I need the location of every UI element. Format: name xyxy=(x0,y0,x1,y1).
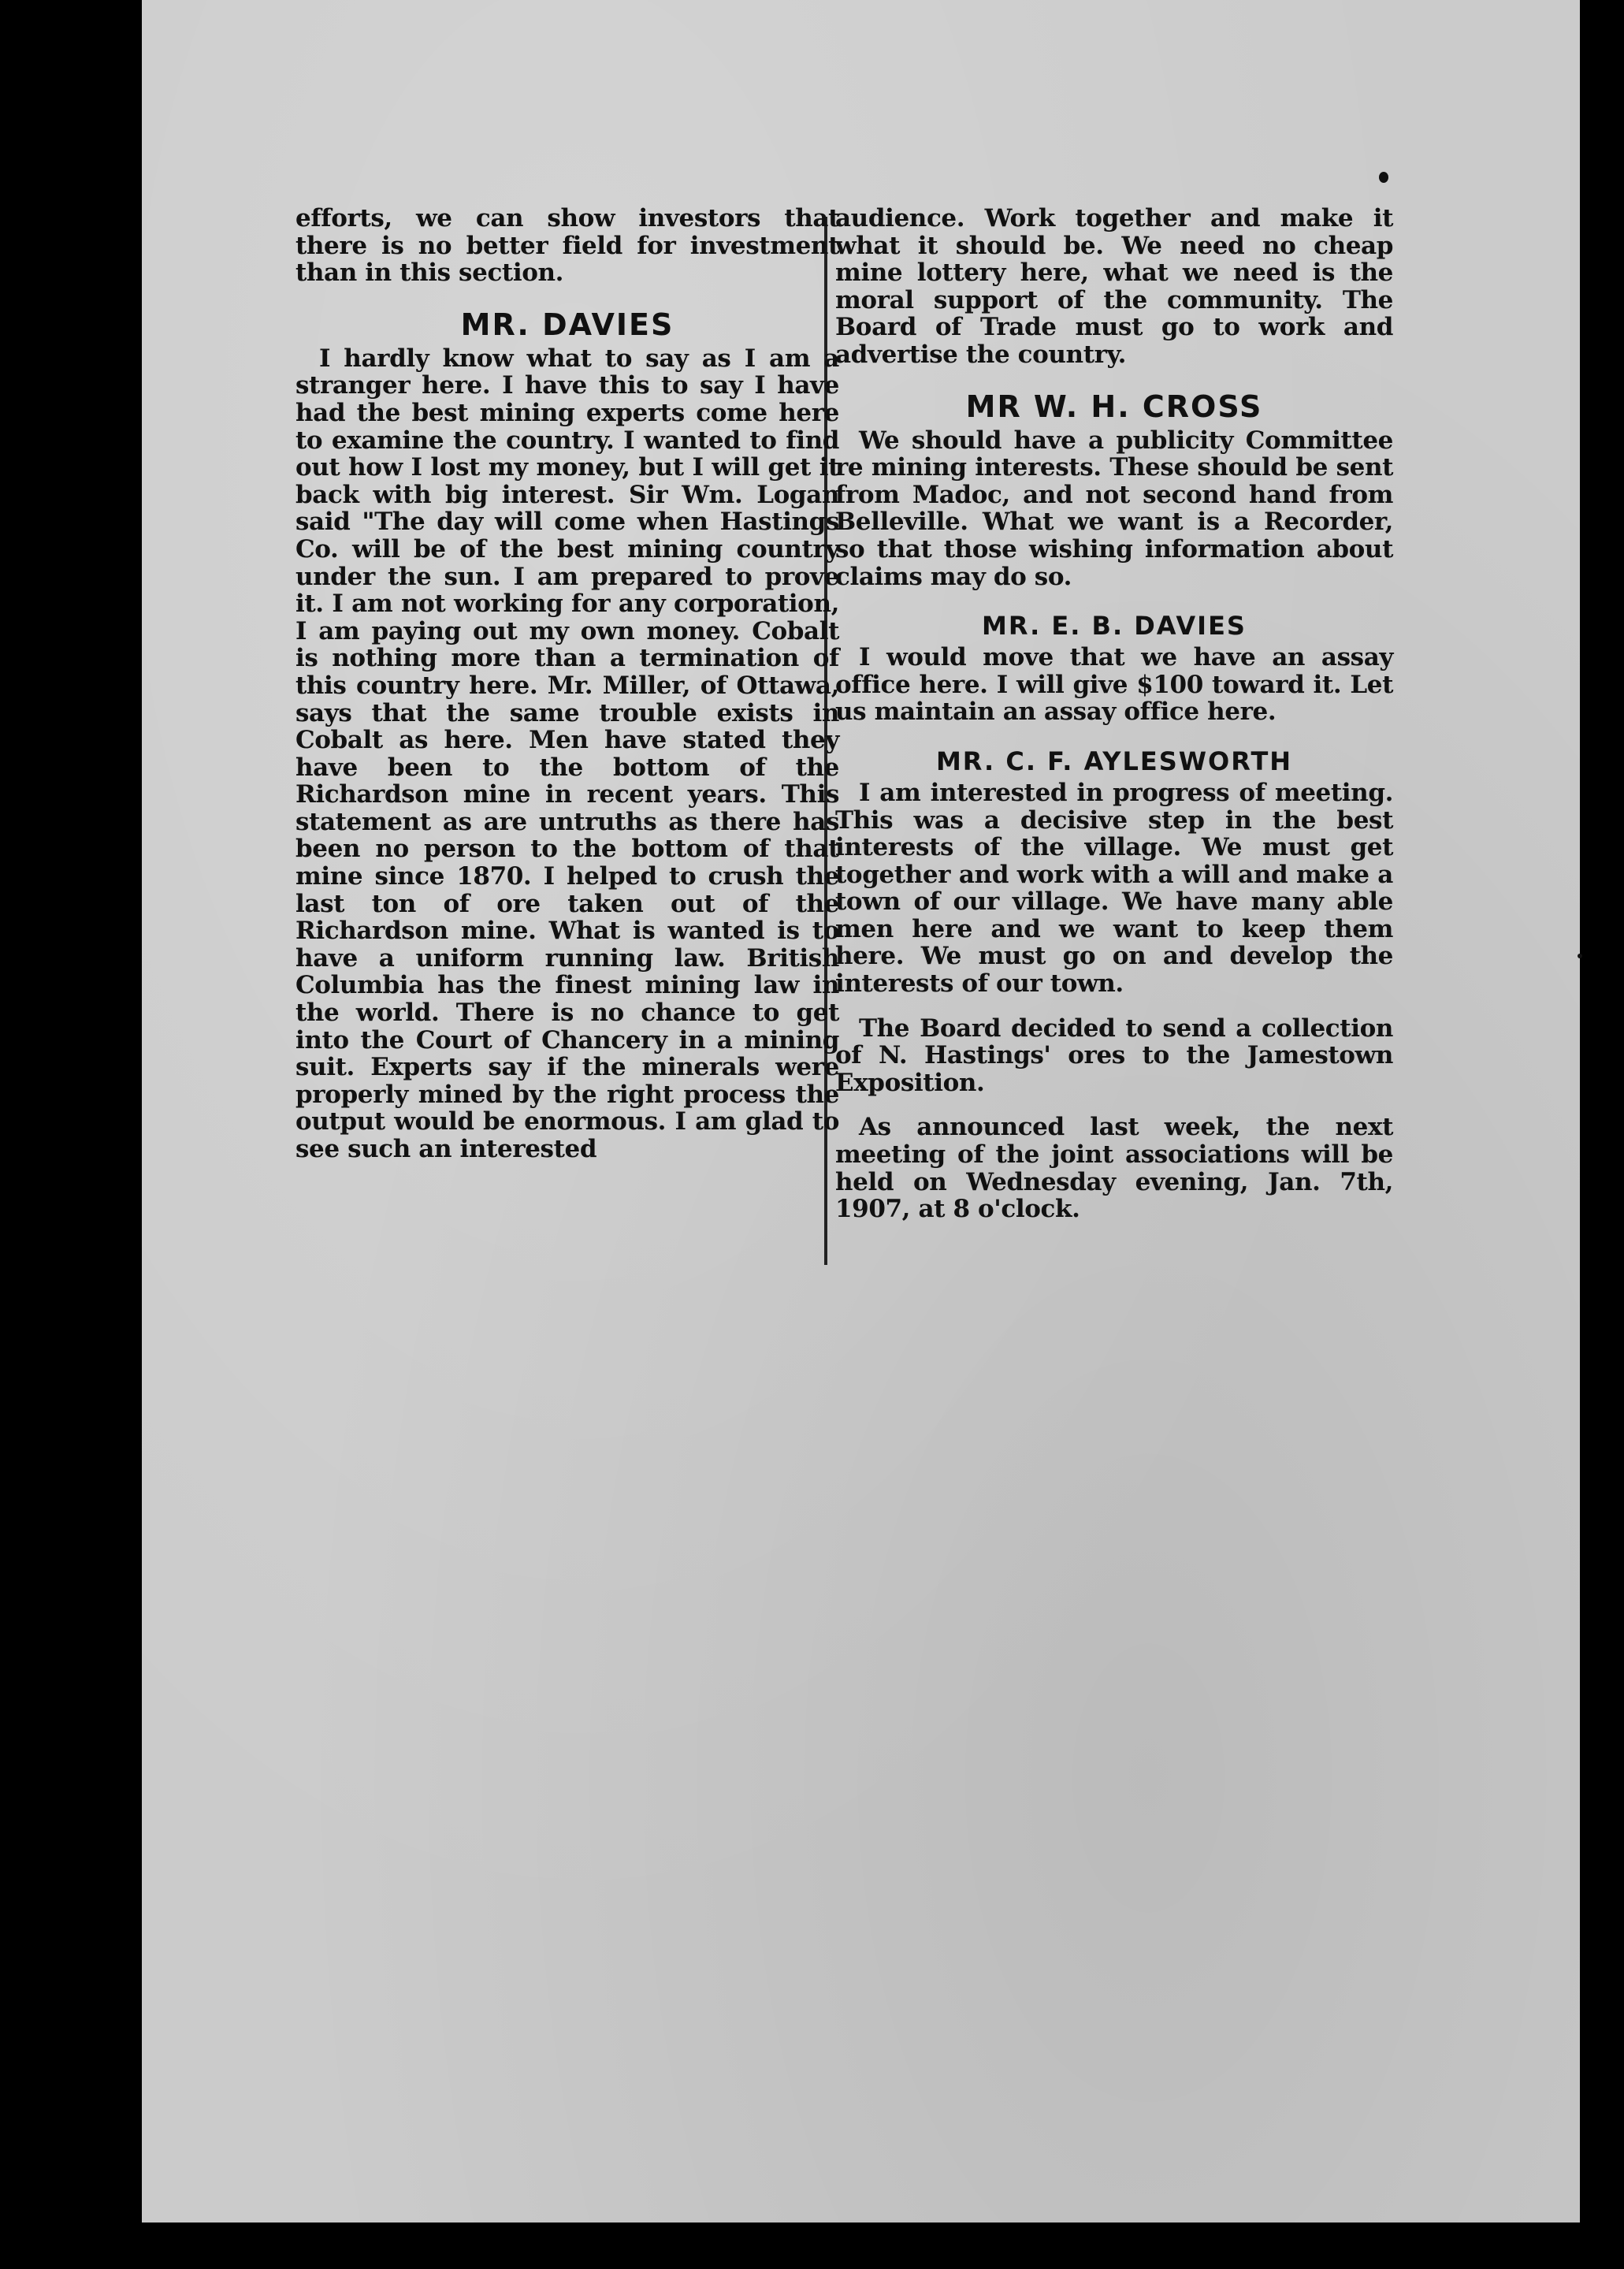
carryover-paragraph-right: audience. Work together and make it what it should be. We need no cheap mine lottery here, what we need is the moral support of the community. The Board of Trade must go to work and advertise the country. xyxy=(835,204,1393,369)
board-decision-paragraph: The Board decided to send a collection of N. Hastings' ores to the Jamestown Exposition. xyxy=(835,1014,1393,1097)
ink-speck xyxy=(1379,172,1388,183)
eb-davies-speech: I would move that we have an assay office here. I will give $100 toward it. Let us maintain an assay office here. xyxy=(835,643,1393,727)
heading-mr-cross: MR W. H. CROSS xyxy=(965,389,1263,424)
aylesworth-speech: I am interested in progress of meeting. This was a decisive step in the best interests of the village. We must get together and work with a will and make a town of our village. We have many able men here and we want to keep them here. We must go on and develop the interests of our town. xyxy=(835,778,1393,999)
meeting-announcement: As announced last week, the next meeting of the joint associations will be held on Wednesday evening, Jan. 7th, 1907, at 8 o'clock. xyxy=(835,1113,1393,1224)
spacer xyxy=(835,369,1393,386)
spacer xyxy=(835,590,1393,608)
davies-speech: I hardly know what to say as I am a stranger here. I have this to say I have had the best mining experts come here to examine the country. I wanted to find out how I lost my money, but I will get it back with big interest. Sir Wm. Logan said "The day will come when Hastings Co. will be of the best mining country under the sun. I am prepared to prove it. I am not working for any corporation, I am paying out my own money. Cobalt is nothing more than a termination of this country here. Mr. Miller, of Ottawa, says that the same trouble exists in Cobalt as here. Men have stated they have been to the bottom of the Richardson mine in recent years. This statement as are untruths as there has been no person to the bottom of that mine since 1870. I helped to crush the last ton of ore taken out of the Richardson mine. What is wanted is to have a uniform running law. British Columbia has the finest mining law in the world. There is no chance to get into the Court of Chancery in a mining suit. Experts say if the minerals were properly mined by the right process the output would be enormous. I am glad to see such an interested xyxy=(295,344,839,1163)
cross-speech: We should have a publicity Committee re mining interests. These should be sent from Madoc, and not second hand from Belleville. What we want is a Recorder, so that those wishing information about claims may do so. xyxy=(835,426,1393,591)
carryover-paragraph: efforts, we can show investors that there is no better field for investment than in this section. xyxy=(295,204,839,288)
spacer xyxy=(835,998,1393,1015)
heading-mr-davies: MR. DAVIES xyxy=(460,307,674,342)
heading-mr-eb-davies: MR. E. B. DAVIES xyxy=(982,611,1247,642)
spacer xyxy=(835,726,1393,743)
spacer xyxy=(835,1096,1393,1114)
heading-mr-aylesworth: MR. C. F. AYLESWORTH xyxy=(935,746,1293,776)
spacer xyxy=(295,287,839,304)
right-column xyxy=(835,205,1393,1223)
ink-speck xyxy=(1578,954,1582,958)
left-column xyxy=(295,205,839,1163)
